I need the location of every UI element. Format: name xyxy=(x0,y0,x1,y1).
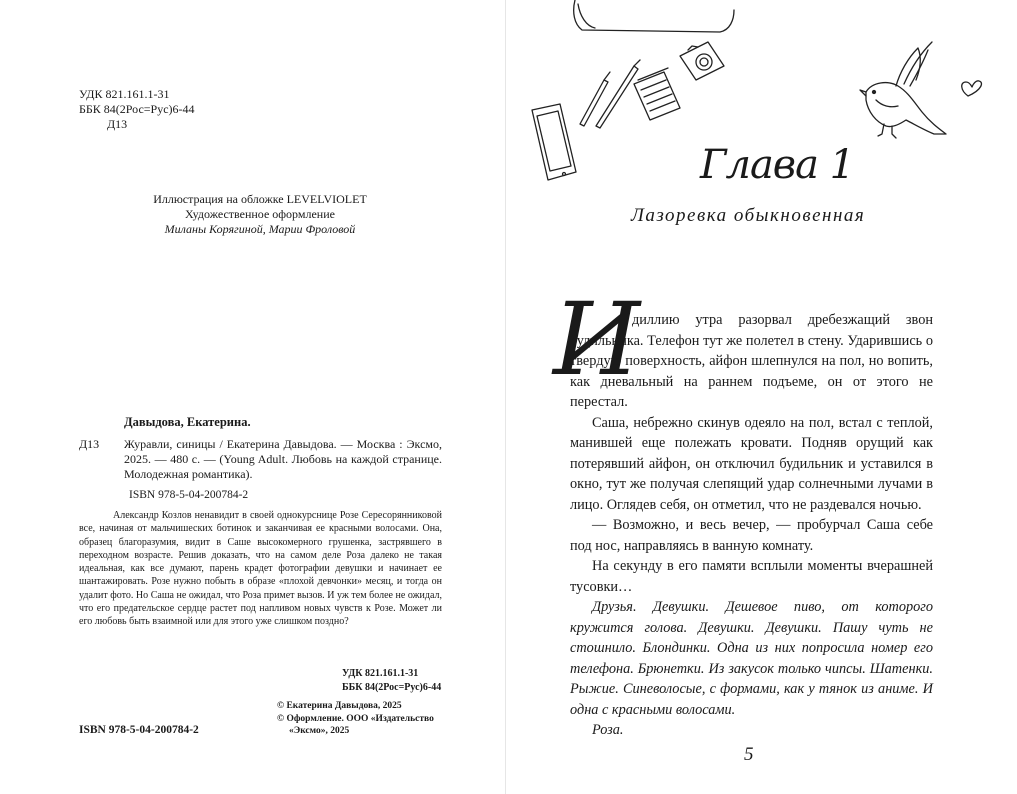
bbk-line: ББК 84(2Рос=Рус)6-44 xyxy=(79,102,195,116)
paragraph: На секунду в его памяти всплыли моменты вчерашней тусовки… xyxy=(570,558,933,595)
paragraph: Саша, небрежно скинув одеяло на пол, встал с теплой, манившей еще полежать кровати. Подняв орущий как потерявший айфон, он отключил будильник и уставился в окно, тут же получая слепящий удар солнечными лучами в лицо. Оглядев себя, он отметил, что не раздевался ночью. xyxy=(570,414,933,513)
camera-icon xyxy=(680,42,724,80)
copyright-design: © Оформление. ООО «Издательство xyxy=(277,713,434,724)
paragraph-italic: Роза. xyxy=(592,722,624,738)
drop-cap: И xyxy=(553,281,641,398)
chapter-title: Глава 1 xyxy=(700,142,855,188)
d13-code: Д13 xyxy=(107,117,128,131)
illustration-credit xyxy=(120,192,400,237)
notepad-icon xyxy=(634,68,680,120)
design-line: Художественное оформление xyxy=(185,207,335,221)
designers-line: Миланы Корягиной, Марии Фроловой xyxy=(164,222,356,236)
heart-icon xyxy=(962,81,982,96)
bbk-line-bottom: ББК 84(2Рос=Рус)6-44 xyxy=(342,682,442,693)
udk-block-top xyxy=(79,87,195,132)
udk-block-bottom xyxy=(342,667,441,695)
copyright-publisher: «Эксмо», 2025 xyxy=(289,726,350,736)
udk-line-bottom: УДК 821.161.1-31 xyxy=(342,668,419,679)
chapter-subtitle: Лазоревка обыкновенная xyxy=(631,205,866,226)
isbn-bottom: ISBN 978-5-04-200784-2 xyxy=(79,724,199,736)
d13-label: Д13 xyxy=(79,437,100,451)
copyright-block xyxy=(277,700,434,738)
udk-line: УДК 821.161.1-31 xyxy=(79,87,170,101)
author-name: Давыдова, Екатерина. xyxy=(124,415,251,429)
chapter-body xyxy=(570,310,933,741)
isbn-line: ISBN 978-5-04-200784-2 xyxy=(129,489,249,501)
annotation: Александр Козлов ненавидит в своей однокурснице Розе Сересорянниковой все, начиная от мальчишеских ботинок и заканчивая ее красными волосами. Она, образец благоразумия, видит в Саше высокомерного грушенка, застрявшего в переходном возрасте. Решив доказать, что на самом деле Роза далеко не такая идеальная, как все думают, парень крадет фотографии девушки и начинает ее шантажировать. Розе нужно побыть в образе «плохой девчонки» месяц, и тогда он удалит фото. Но Саша не ожидал, что Роза примет вызов. И уж тем более не ожидал, что его предательское сердце растет под напливом новых чувств к Розе. Может ли его любовь быть взаимной или для этого уже слишком поздно? xyxy=(79,510,442,628)
laptop-illustration xyxy=(574,0,734,32)
paragraph: — Возможно, и весь вечер, — пробурчал Саша себе под нос, направляясь в ванную комнату. xyxy=(570,517,933,554)
copyright-author: © Екатерина Давыдова, 2025 xyxy=(277,701,402,711)
bird-illustration xyxy=(860,42,946,138)
pen-icon xyxy=(580,60,640,128)
phone-icon xyxy=(532,104,576,180)
bibliographic-record: Журавли, синицы / Екатерина Давыдова. — Москва : Эксмо, 2025. — 480 с. — (Young Adult. Любовь на каждой странице. Молодежная романтика). xyxy=(124,437,442,481)
paragraph: диллию утра разорвал дребезжащий звон будильника. Телефон тут же полетел в стену. Ударившись о твердую поверхность, айфон шлепнулся на пол, но вопить, как дневальный на раннем подъеме, он от этого не перестал. xyxy=(570,312,933,410)
paragraph-italic: Друзья. Девушки. Дешевое пиво, от которого кружится голова. Девушки. Девушки. Пашу чуть не стошнило. Блондинки. Одна из них попросила номер его телефона. Брюнетки. Из закусок только чипсы. Шатенки. Рыжие. Синеволосые, с формами, как у тянок из аниме. И одна с красными волосами. xyxy=(570,599,933,718)
cover-illustration-line: Иллюстрация на обложке LEVELVIOLET xyxy=(153,192,367,206)
page-number: 5 xyxy=(744,744,754,765)
